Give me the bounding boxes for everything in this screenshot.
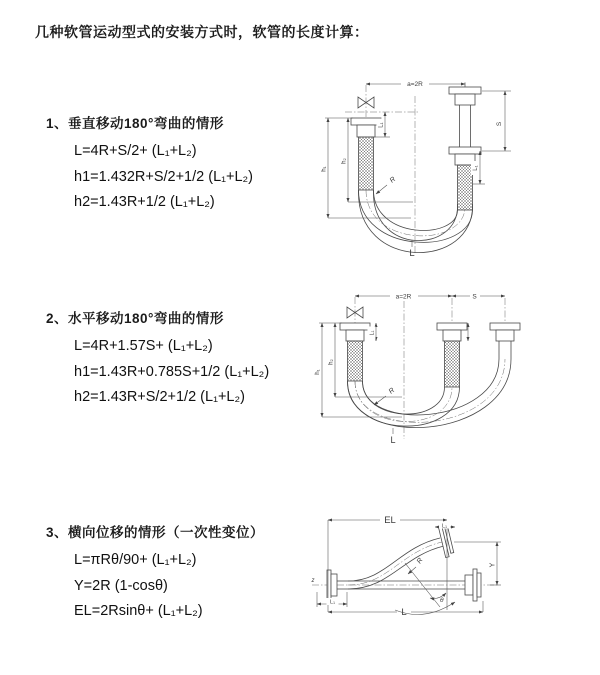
section-2-formulas [46, 334, 269, 411]
formula: L=4R+1.57S+ (L₁+L₂) [74, 338, 213, 354]
radius-label: R [388, 175, 398, 185]
fitting-label: L₁ [378, 122, 385, 128]
h1-label: h₁ [320, 166, 328, 172]
fitting-label: L₁ [330, 599, 335, 606]
fitting-label: L₁ [473, 165, 479, 171]
break-mark: z [311, 578, 315, 584]
horizontal-move-diagram [312, 287, 531, 450]
section-1 [46, 112, 253, 216]
braided-hose-section [348, 341, 363, 381]
span-label: a=2R [395, 293, 412, 301]
formula: Y=2R (1-cosθ) [74, 577, 168, 594]
radius-label: R [387, 386, 397, 396]
fitting-label: L₁ [442, 523, 447, 530]
page-title: 几种软管运动型式的安装方式时，软管的长度计算： [35, 24, 369, 40]
radius-callout [408, 557, 425, 574]
right-flange-assembly [449, 87, 481, 210]
h1-label: h₁ [314, 369, 321, 375]
stroke-label: S [496, 121, 503, 127]
h2-label: h₂ [327, 359, 335, 365]
braided-hose-section [458, 165, 473, 210]
hose-u-bends [347, 359, 511, 428]
lateral-displacement-diagram [304, 508, 512, 631]
fitting-label: L₁ [369, 330, 376, 336]
formula: h2=1.43R+S/2+1/2 (L₁+L₂) [74, 389, 245, 406]
el-label: EL [384, 515, 396, 526]
dimension-length [390, 428, 395, 445]
radius-callout [376, 176, 397, 194]
dimension-span [366, 79, 465, 89]
section-1-formulas [46, 139, 253, 216]
formula: EL=2Rsinθ+ (L₁+L₂) [74, 603, 203, 620]
right-flange-assembly [490, 323, 520, 359]
formula: h2=1.43R+1/2 (L₁+L₂) [74, 194, 215, 211]
dimension-stroke [482, 91, 511, 151]
left-flange-assembly [340, 323, 370, 381]
braided-hose-section [445, 341, 460, 387]
y-label: Y [489, 562, 497, 568]
length-label: L [409, 248, 415, 259]
h2-label: h₂ [340, 158, 348, 164]
section-3-formulas [46, 548, 264, 625]
radius-label: R [415, 556, 425, 566]
formula: L=πRθ/90+ (L₁+L₂) [74, 552, 197, 568]
dimension-length [409, 240, 414, 259]
hose-u-bend [358, 190, 472, 253]
formula: h1=1.432R+S/2+1/2 (L₁+L₂) [74, 168, 254, 185]
formula: h1=1.43R+0.785S+1/2 (L₁+L₂) [74, 363, 270, 380]
radius-callout [374, 387, 396, 405]
length-label: L [390, 435, 396, 445]
dimension-h2 [339, 118, 413, 202]
theta-label: θ [440, 597, 444, 604]
dimension-fitting-top [435, 522, 455, 530]
dimension-length [328, 601, 483, 618]
braided-hose-section [359, 137, 374, 190]
vertical-move-diagram [315, 72, 520, 267]
stroke-label: S [472, 293, 477, 301]
section-3 [46, 521, 264, 625]
middle-flange-assembly [437, 323, 467, 387]
dimension-el [328, 515, 447, 613]
section-3-heading: 3、横向位移的情形（一次性变位） [46, 525, 265, 540]
section-2-heading: 2、水平移动180°弯曲的情形 [46, 311, 224, 326]
section-2 [46, 307, 269, 411]
dimension-stroke [452, 291, 505, 301]
centerlines [355, 297, 505, 439]
section-1-heading: 1、垂直移动180°弯曲的情形 [46, 116, 224, 131]
formula: L=4R+S/2+ (L₁+L₂) [74, 143, 197, 159]
dimension-span [355, 291, 452, 301]
span-label: a=2R [407, 81, 423, 88]
length-label: L [401, 607, 407, 618]
dimension-fitting-left [375, 112, 390, 137]
